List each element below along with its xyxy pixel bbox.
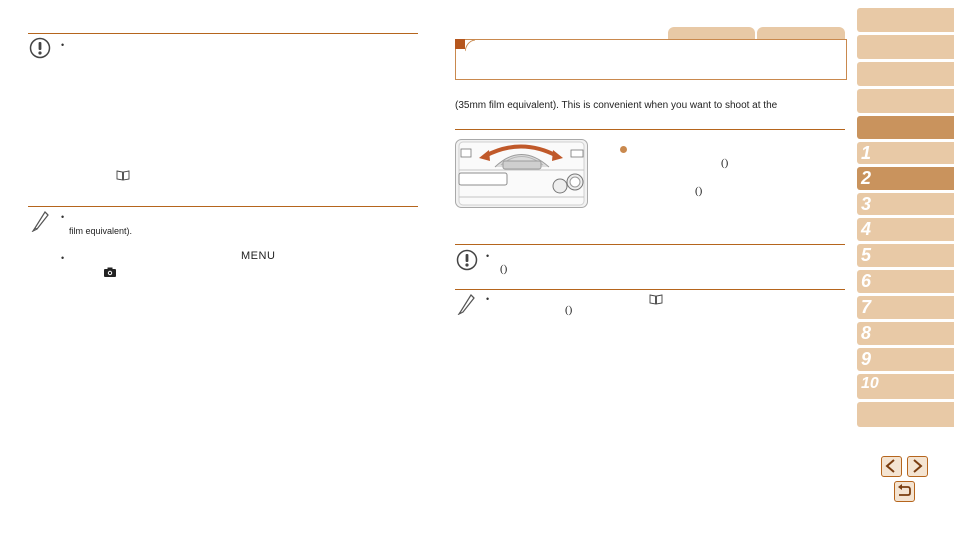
chapter-number: 2 — [861, 168, 872, 188]
sidebar-tab-cover[interactable] — [857, 8, 954, 32]
chapter-number: 5 — [861, 245, 872, 265]
sidebar-item-chapter-1[interactable] — [857, 142, 954, 164]
note-bullet-2: • — [61, 253, 65, 263]
right-caution-bullet: • — [486, 251, 490, 261]
sidebar-item-chapter-10[interactable] — [857, 374, 954, 399]
top-tab-2[interactable] — [757, 27, 845, 39]
step-paren-2: () — [695, 185, 703, 197]
chapter-number: 3 — [861, 194, 872, 214]
chapter-number: 1 — [861, 143, 872, 163]
section-title-box — [455, 39, 847, 80]
previous-page-button[interactable] — [881, 456, 902, 477]
chapter-number: 10 — [861, 375, 879, 392]
return-button[interactable] — [894, 481, 915, 502]
right-pencil-icon — [457, 291, 477, 315]
note-text-1: film equivalent). — [69, 226, 133, 236]
sidebar-item-chapter-4[interactable] — [857, 218, 954, 241]
chapter-number: 7 — [861, 297, 872, 317]
sidebar-tab-basic[interactable] — [857, 116, 954, 139]
chapter-number: 4 — [861, 219, 872, 239]
book-reference-icon[interactable] — [116, 168, 130, 179]
menu-label: MENU — [241, 250, 276, 262]
caution-icon — [29, 37, 51, 59]
section-marker — [455, 39, 465, 49]
intro-text: (35mm film equivalent). This is convenient when you want to shoot at the — [455, 100, 778, 111]
right-note-bullet: • — [486, 294, 490, 304]
sidebar-item-chapter-3[interactable] — [857, 193, 954, 215]
arrow-left-icon — [882, 457, 900, 475]
note-bullet-1: • — [61, 212, 65, 222]
sidebar-item-chapter-8[interactable] — [857, 322, 954, 345]
right-caution-icon — [456, 249, 478, 271]
caution-top-rule — [28, 33, 418, 34]
chapter-number: 8 — [861, 323, 872, 343]
sidebar-item-chapter-7[interactable] — [857, 296, 954, 319]
sidebar-tab-index[interactable] — [857, 402, 954, 427]
right-note-rule — [455, 289, 845, 290]
sidebar-item-chapter-5[interactable] — [857, 244, 954, 267]
next-page-button[interactable] — [907, 456, 928, 477]
step-paren-1: () — [721, 157, 729, 169]
section-corner-curve — [465, 39, 475, 51]
right-book-reference-icon[interactable] — [649, 292, 663, 303]
step-bullet-dot — [620, 146, 627, 153]
sidebar-item-chapter-9[interactable] — [857, 348, 954, 371]
zoom-lever-illustration — [455, 139, 588, 208]
sidebar-tab-guide[interactable] — [857, 89, 954, 113]
note-top-rule — [28, 206, 418, 207]
return-icon — [895, 482, 913, 500]
sidebar-item-chapter-2[interactable] — [857, 167, 954, 190]
step-top-rule — [455, 129, 845, 130]
camera-icon — [104, 264, 116, 274]
sidebar-item-chapter-6[interactable] — [857, 270, 954, 293]
chapter-number: 9 — [861, 349, 872, 369]
sidebar-tab-contents[interactable] — [857, 62, 954, 86]
arrow-right-icon — [908, 457, 926, 475]
top-tab-1[interactable] — [668, 27, 755, 39]
right-note-paren: () — [565, 304, 573, 316]
sidebar-tab-before-use[interactable] — [857, 35, 954, 59]
caution-bullet: • — [61, 40, 65, 50]
pencil-icon — [31, 208, 51, 232]
chapter-number: 6 — [861, 271, 872, 291]
right-caution-paren: () — [500, 263, 508, 275]
right-caution-rule — [455, 244, 845, 245]
